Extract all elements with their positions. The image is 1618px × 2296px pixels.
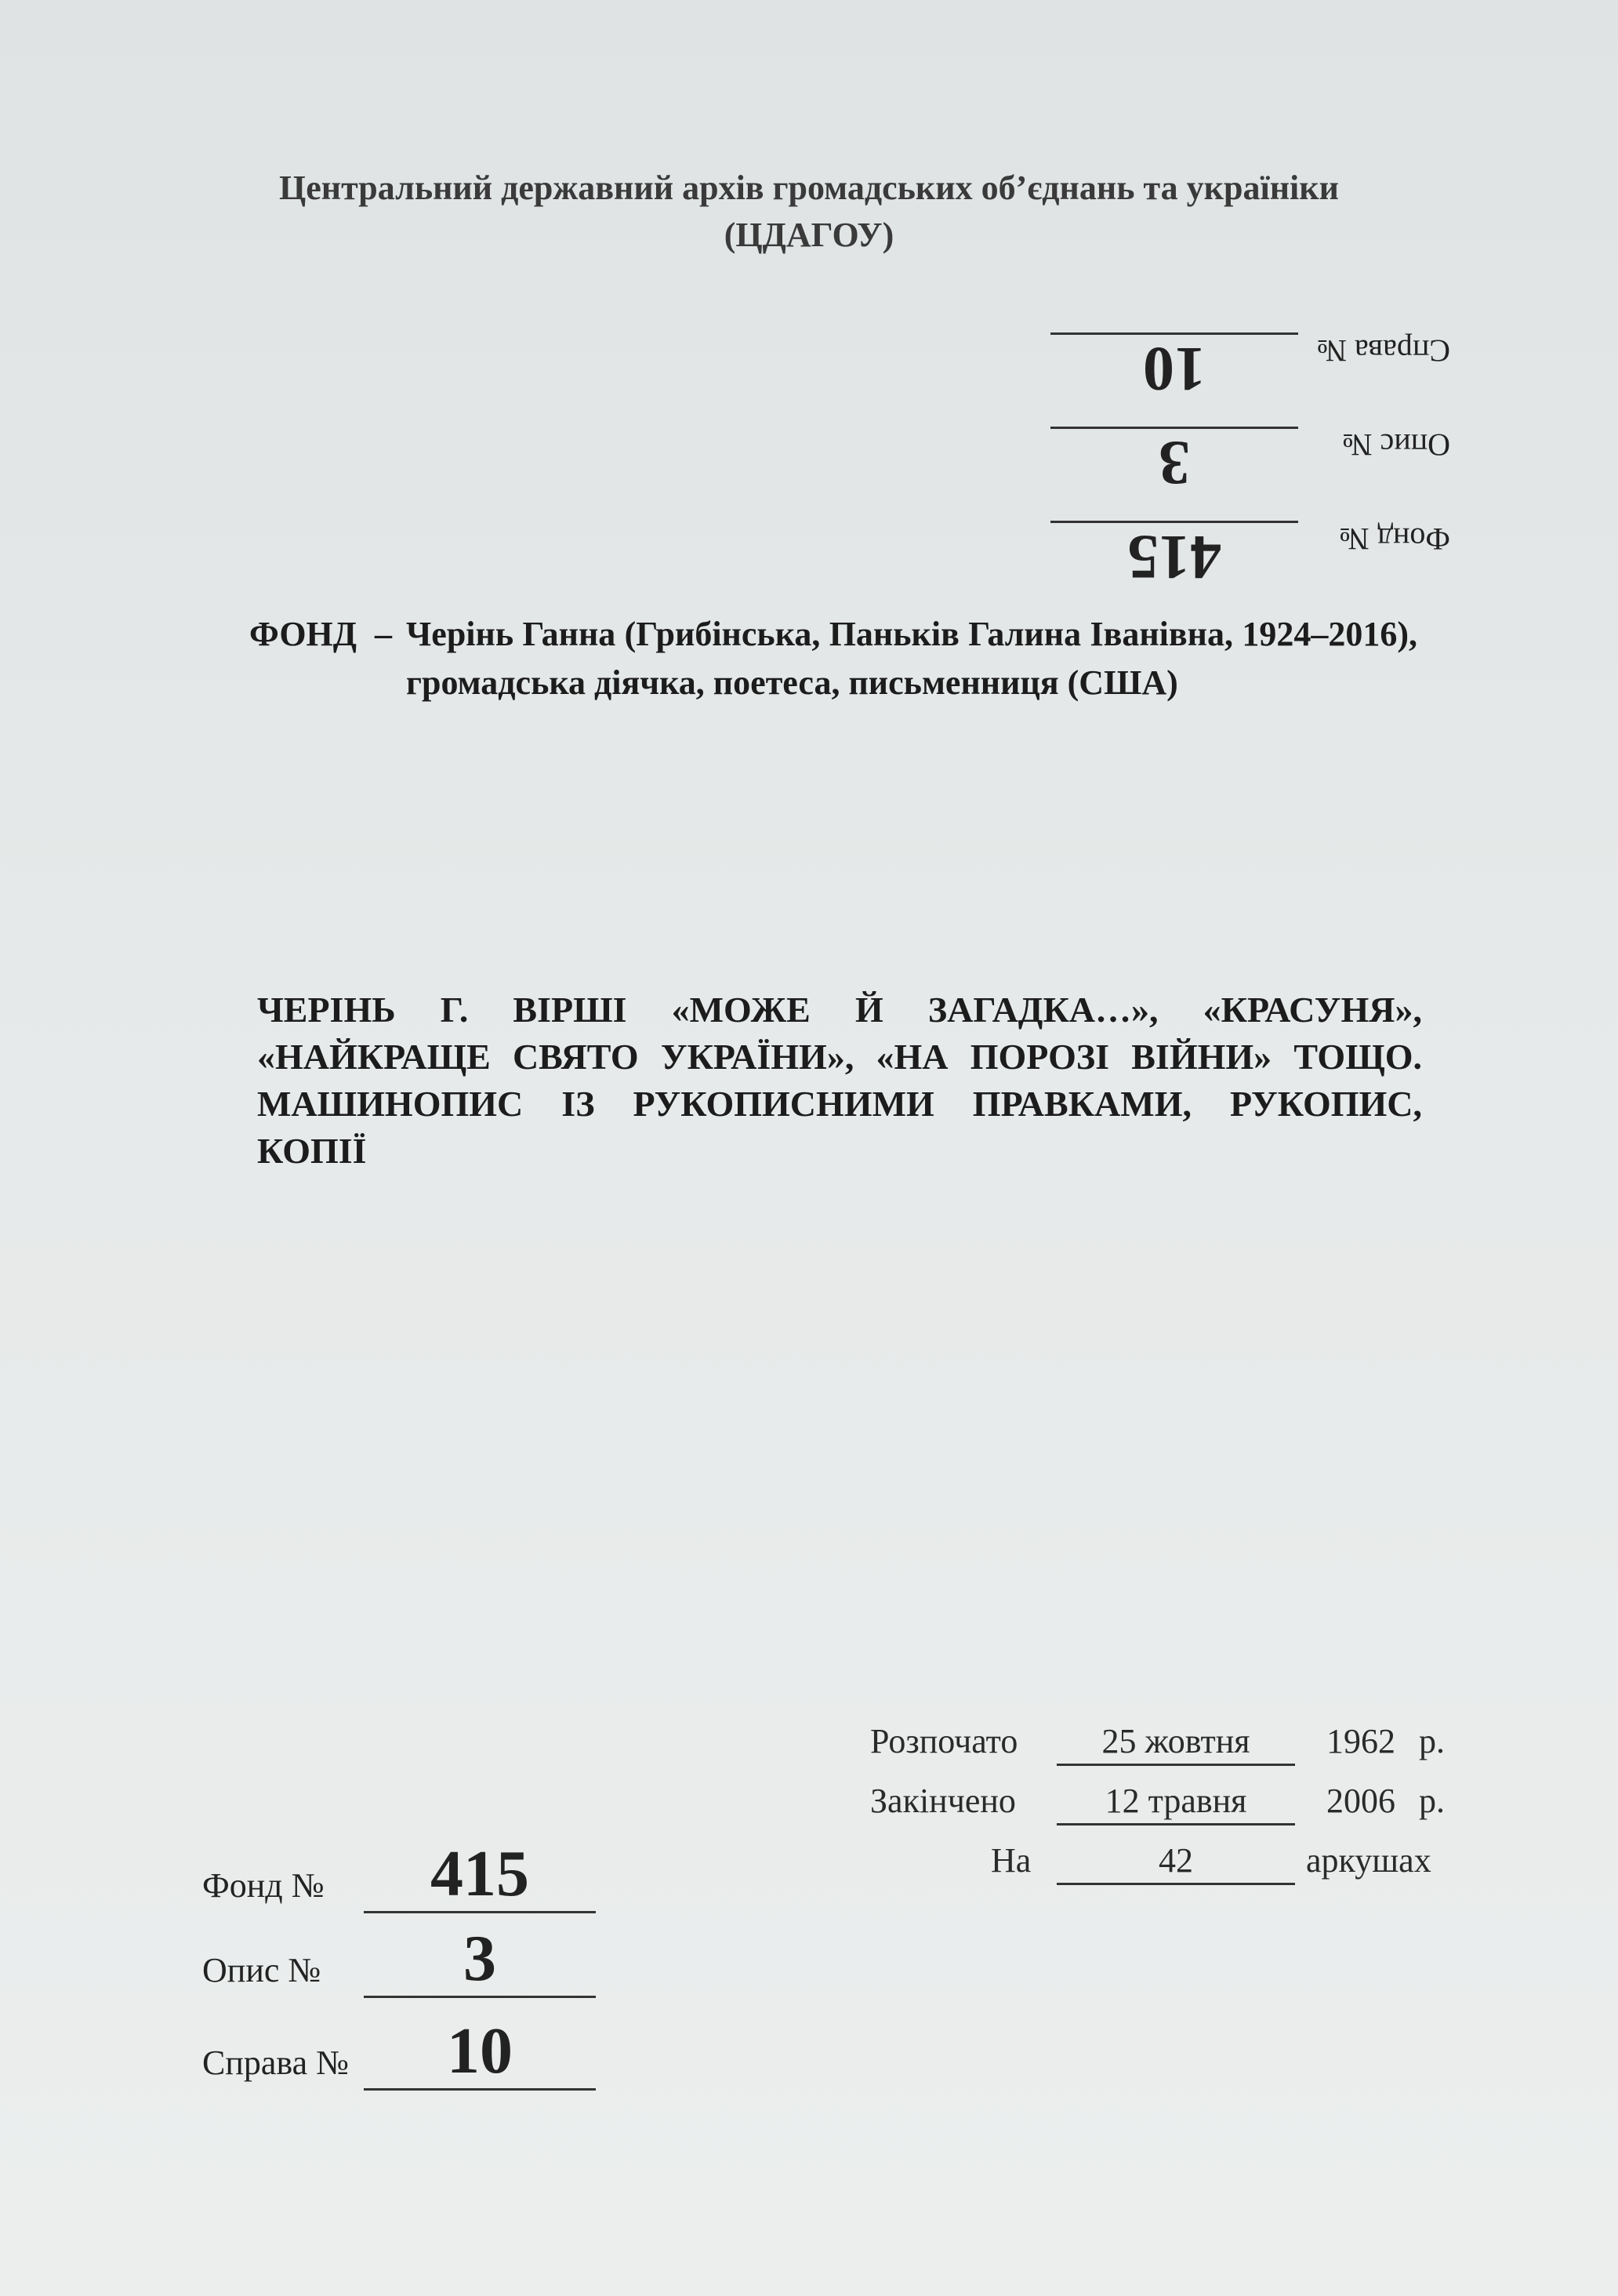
sheets-line <box>1057 1883 1295 1885</box>
upside-down-fond-line <box>1050 521 1298 523</box>
ended-date: 12 травня <box>1105 1782 1247 1820</box>
started-label: Розпочато <box>870 1722 1018 1760</box>
ended-label: Закінчено <box>870 1782 1016 1820</box>
started-line <box>1057 1764 1295 1766</box>
upside-down-sprava-line <box>1050 332 1298 335</box>
footer-opys-row <box>202 1912 610 1998</box>
upside-down-opys-row <box>996 416 1466 497</box>
case-title: ЧЕРІНЬ Г. ВІРШІ «МОЖЕ Й ЗАГАДКА…», «КРАСУНЯ», «НАЙКРАЩЕ СВЯТО УКРАЇНИ», «НА ПОРОЗІ ВІЙНИ» ТОЩО. МАШИНОПИС ІЗ РУКОПИСНИМИ ПРАВКАМИ, РУКОПИС, КОПІЇ <box>257 990 1422 1171</box>
footer-sprava-line <box>364 2088 596 2091</box>
upside-down-opys-value: 3 <box>1159 428 1190 497</box>
started-year: 1962 <box>1326 1722 1395 1760</box>
ended-suffix: р. <box>1419 1782 1445 1820</box>
footer-fond-value: 415 <box>430 1837 529 1910</box>
started-row <box>870 1709 1497 1769</box>
fond-description: Черінь Ганна (Грибінська, Паньків Галина Іванівна, 1924–2016), громадська діячка, поетеса, письменниця (США) <box>406 615 1417 702</box>
started-date: 25 жовтня <box>1101 1722 1250 1760</box>
footer-opys-label: Опис № <box>202 1951 321 1989</box>
upside-down-sprava-label: Справа № <box>1316 333 1450 369</box>
footer-opys-value: 3 <box>463 1922 496 1995</box>
sheets-row <box>870 1829 1497 1888</box>
upside-down-fond-label: Фонд № <box>1339 521 1450 557</box>
sheets-suffix: аркушах <box>1306 1841 1431 1880</box>
footer-sprava-label: Справа № <box>202 2044 350 2082</box>
upside-down-sprava-row <box>996 322 1466 403</box>
ended-year: 2006 <box>1326 1782 1395 1820</box>
fond-dash: – <box>375 615 392 653</box>
upside-down-fond-value: 415 <box>1127 522 1221 591</box>
fond-label: ФОНД <box>249 615 357 653</box>
footer-sprava-value: 10 <box>447 2014 513 2087</box>
ended-row <box>870 1769 1497 1829</box>
sheets-label: На <box>991 1841 1032 1880</box>
footer-opys-line <box>364 1996 596 1998</box>
upside-down-opys-label: Опис № <box>1342 427 1450 463</box>
footer-fond-row <box>202 1827 610 1913</box>
upside-down-opys-line <box>1050 427 1298 429</box>
upside-down-reference-block <box>996 267 1466 591</box>
ended-line <box>1057 1823 1295 1826</box>
started-suffix: р. <box>1419 1722 1445 1760</box>
archive-header <box>0 165 1618 259</box>
archive-abbreviation: (ЦДАГОУ) <box>724 216 894 254</box>
upside-down-sprava-value: 10 <box>1143 334 1206 403</box>
footer-fond-label: Фонд № <box>202 1866 325 1905</box>
archive-name: Центральний державний архів громадських об’єднань та україніки <box>279 169 1339 207</box>
footer-sprava-row <box>202 2004 610 2091</box>
sheets-count: 42 <box>1159 1841 1193 1880</box>
upside-down-fond-row <box>996 510 1466 591</box>
